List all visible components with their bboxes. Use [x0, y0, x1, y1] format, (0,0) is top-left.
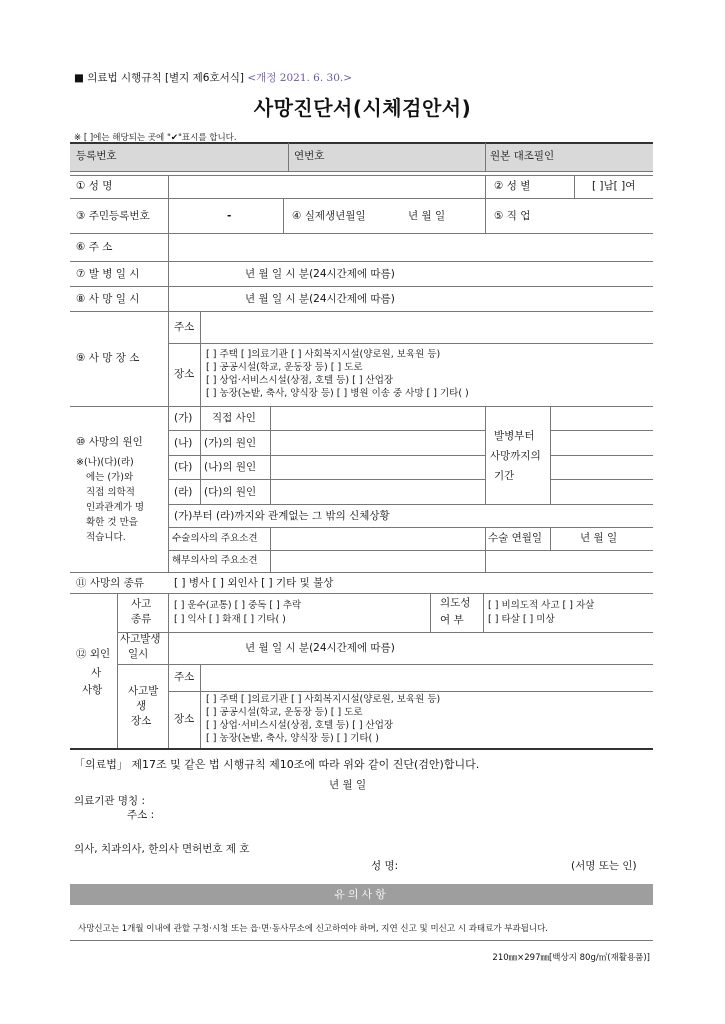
rule: [485, 175, 486, 233]
cause-note: 직접 의학적: [86, 487, 135, 498]
external-cause-label: ⑫ 외인: [76, 648, 111, 660]
rule: [168, 527, 653, 528]
accident-type-option[interactable]: [ ] 운수(교통) [ ] 중독 [ ] 추락: [174, 600, 302, 611]
place-option[interactable]: [ ] 주택 [ ]의료기관 [ ] 사회복지시설(양로원, 보육원 등): [206, 349, 441, 360]
cause-note: 인과관계가 명: [86, 502, 145, 513]
cause-ra: (라): [174, 486, 193, 498]
accident-type-label: 종류: [131, 613, 152, 625]
rule: [70, 593, 653, 594]
death-kind-label: ⑪ 사망의 종류: [76, 577, 144, 589]
place-option[interactable]: [ ] 공공시설(학교, 운동장 등) [ ] 도로: [206, 362, 363, 373]
rule: [168, 479, 485, 480]
rule: [168, 455, 485, 456]
rule: [168, 343, 653, 344]
intent-option[interactable]: [ ] 비의도적 사고 [ ] 자살: [488, 600, 595, 611]
cause-note: ※(나)(다)(라): [76, 457, 134, 468]
onset-value[interactable]: 년 월 일 시 분(24시간제에 따름): [245, 268, 395, 280]
revision-date: <개정 2021. 6. 30.>: [247, 72, 353, 84]
rule: [168, 691, 653, 692]
rule: [168, 175, 169, 572]
cause-ra-text: (다)의 원인: [204, 486, 257, 498]
original-label: 원본 대조필인: [490, 150, 555, 162]
paper-spec: 210㎜×297㎜[백상지 80g/㎡(재활용품)]: [492, 953, 650, 963]
signature-label: 성 명:: [371, 860, 399, 872]
cause-note: 에는 (가)와: [86, 472, 134, 483]
cause-da: (다): [174, 461, 193, 473]
accident-time-label: 일시: [128, 648, 149, 660]
period-label: 기간: [494, 470, 515, 482]
square-mark: ■: [74, 72, 84, 84]
cause-ga: (가): [174, 412, 193, 424]
cause-na-text: (가)의 원인: [204, 437, 257, 449]
rule: [574, 175, 575, 198]
accident-location-label: 장소: [174, 713, 195, 725]
rule: [283, 198, 284, 233]
accident-place-label: 사고발: [128, 685, 159, 697]
accident-place-option[interactable]: [ ] 공공시설(학교, 운동장 등) [ ] 도로: [206, 707, 363, 718]
dob-label: ④ 실제생년월일: [292, 210, 366, 222]
accident-place-label: 장소: [131, 715, 152, 727]
signature-note: (서명 또는 인): [571, 860, 637, 872]
rule: [168, 504, 653, 505]
rule: [70, 572, 653, 573]
rule: [70, 233, 653, 234]
cause-note: 적습니다.: [86, 532, 126, 543]
intent-label: 의도성: [440, 597, 471, 609]
cause-na: (나): [174, 437, 193, 449]
rule: [70, 311, 653, 312]
death-time-value[interactable]: 년 월 일 시 분(24시간제에 따름): [245, 293, 395, 305]
sex-options[interactable]: [ ]남[ ]여: [592, 180, 636, 192]
death-time-label: ⑧ 사 망 일 시: [76, 293, 140, 305]
rrn-dash[interactable]: -: [227, 210, 232, 222]
rule: [168, 550, 653, 551]
accident-place-option[interactable]: [ ] 주택 [ ]의료기관 [ ] 사회복지시설(양로원, 보육원 등): [206, 694, 441, 705]
job-label: ⑤ 직 업: [494, 210, 531, 222]
rule: [483, 593, 484, 632]
rule: [270, 406, 271, 504]
rule: [550, 479, 653, 480]
onset-label: ⑦ 발 병 일 시: [76, 268, 140, 280]
statement: 「의료법」 제17조 및 같은 법 시행규칙 제10조에 따라 위와 같이 진단(검안)합니다.: [74, 758, 480, 771]
external-cause-label: 사: [91, 667, 102, 679]
reg-no-label: 등록번호: [76, 150, 117, 162]
rule-ref: 의료법 시행규칙 [별지 제6호서식]: [87, 72, 245, 84]
rule: [70, 261, 653, 262]
rule: [550, 455, 653, 456]
rule: [270, 527, 271, 572]
accident-time-label: 사고발생: [120, 633, 161, 645]
accident-type-option[interactable]: [ ] 익사 [ ] 화재 [ ] 기타( ): [174, 614, 286, 625]
other-condition-label: (가)부터 (라)까지와 관계없는 그 밖의 신체상황: [174, 510, 390, 522]
license-line: 의사, 치과의사, 한의사 면허번호 제 호: [74, 843, 250, 855]
accident-time-value[interactable]: 년 월 일 시 분(24시간제에 따름): [245, 642, 395, 654]
cause-label: ⑩ 사망의 원인: [76, 436, 143, 448]
dob-value[interactable]: 년 월 일: [408, 210, 446, 222]
rule: [430, 593, 431, 632]
name-field[interactable]: [170, 177, 482, 196]
period-label: 발병부터: [494, 430, 535, 442]
surgery-finding-label: 수술의사의 주요소견: [172, 533, 258, 544]
accident-place-option[interactable]: [ ] 농장(논밭, 축사, 양식장 등) [ ] 기타( ): [206, 733, 379, 744]
autopsy-finding-label: 해부의사의 주요소견: [172, 555, 258, 566]
rule: [117, 664, 653, 665]
place-location-label: 장소: [174, 368, 195, 380]
place-option[interactable]: [ ] 농장(논밭, 축사, 양식장 등) [ ] 병원 이송 중 사망 [ ] 기타( ): [206, 388, 469, 399]
rule: [485, 527, 486, 572]
rule: [550, 527, 551, 550]
period-label: 사망까지의: [490, 450, 541, 462]
rule: [550, 406, 551, 504]
serial-no-label: 연번호: [294, 150, 325, 162]
death-kind-options[interactable]: [ ] 병사 [ ] 외인사 [ ] 기타 및 불상: [174, 577, 334, 589]
place-address-label: 주소: [174, 321, 195, 333]
cause-note: 확한 것 만을: [86, 517, 138, 528]
external-cause-label: 사항: [82, 684, 103, 696]
place-option[interactable]: [ ] 상업·서비스시설(상점, 호텔 등) [ ] 산업장: [206, 375, 394, 386]
notes-title: 유의사항: [70, 884, 653, 905]
rule: [200, 406, 201, 504]
rule: [168, 593, 169, 748]
check-note: ※ [ ]에는 해당되는 곳에 "✔"표시를 합니다.: [74, 133, 237, 143]
name-label: ① 성 명: [76, 180, 113, 192]
notes-text: 사망신고는 1개월 이내에 관할 구청·시청 또는 읍·면·동사무소에 신고하여야 하며, 지연 신고 및 미신고 시 과태료가 부과됩니다.: [78, 924, 549, 934]
surgery-date-label: 수술 연월일: [488, 532, 543, 544]
form-reference: [74, 70, 352, 85]
accident-address-label: 주소: [174, 671, 195, 683]
rule: [200, 311, 201, 406]
intent-label: 여 부: [440, 614, 464, 626]
rule: [70, 171, 653, 172]
sex-label: ② 성 별: [494, 180, 531, 192]
address-label: ⑥ 주 소: [76, 241, 113, 253]
cause-da-text: (나)의 원인: [204, 461, 257, 473]
rule: [485, 406, 486, 504]
death-place-label: ⑨ 사 망 장 소: [76, 352, 140, 364]
rule: [70, 286, 653, 287]
surgery-date-value[interactable]: 년 월 일: [580, 532, 618, 544]
accident-type-label: 사고: [131, 598, 152, 610]
date-line[interactable]: 년 월 일: [329, 779, 367, 791]
rule: [70, 940, 653, 941]
institution-name-label: 의료기관 명칭 :: [74, 795, 146, 807]
rule: [117, 632, 653, 633]
rule: [70, 142, 653, 144]
institution-address-label: 주소 :: [127, 809, 155, 821]
accident-place-label: 생: [136, 700, 147, 712]
rule: [70, 748, 653, 750]
rule: [288, 143, 289, 171]
rule: [70, 406, 653, 407]
rule: [70, 175, 653, 176]
rule: [70, 198, 653, 199]
rule: [485, 143, 486, 171]
top-row-bg: [70, 143, 653, 171]
rule: [550, 430, 653, 431]
cause-ga-text: 직접 사인: [212, 412, 256, 424]
rule: [168, 430, 485, 431]
accident-place-option[interactable]: [ ] 상업·서비스시설(상점, 호텔 등) [ ] 산업장: [206, 720, 394, 731]
page-title: 사망진단서(시체검안서): [253, 96, 472, 120]
intent-option[interactable]: [ ] 타살 [ ] 미상: [488, 614, 555, 625]
rule: [200, 664, 201, 748]
rrn-label: ③ 주민등록번호: [76, 210, 150, 222]
rule: [117, 593, 118, 748]
